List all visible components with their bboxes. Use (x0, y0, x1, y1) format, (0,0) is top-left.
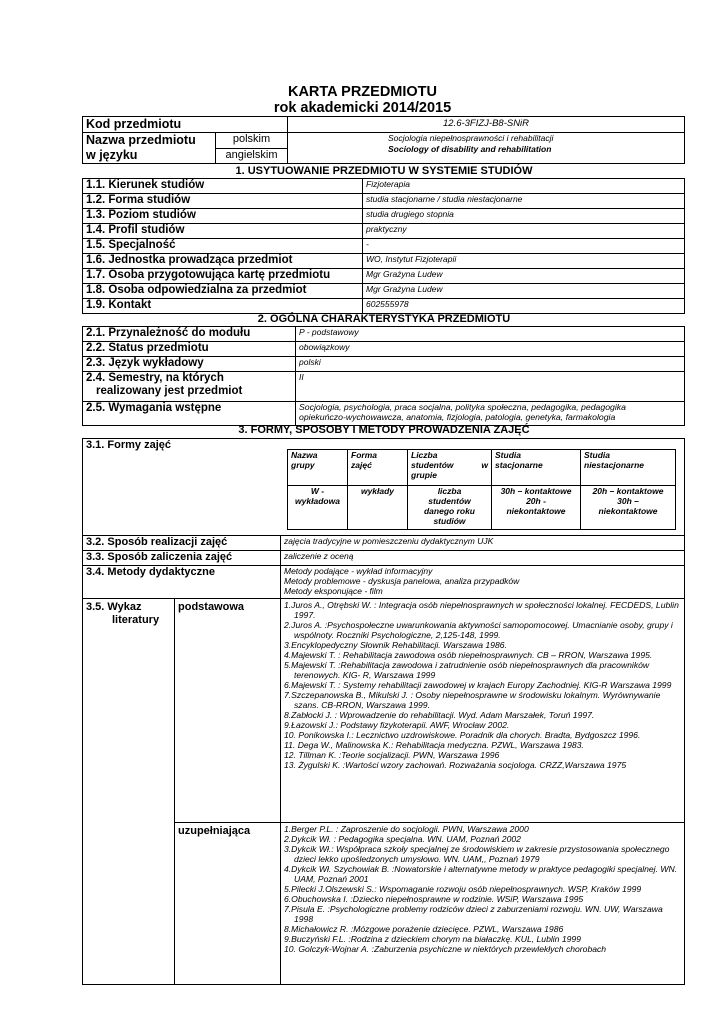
literature-item: 11. Dega W., Malinowska K.: Rehabilitacja medyczna. PZWL, Warszawa 1983. (284, 740, 584, 750)
section1-title: 1. USYTUOWANIE PRZEDMIOTU W SYSTEMIE STUDIÓW (235, 165, 533, 177)
col-count-4: grupie (411, 470, 437, 480)
section1-row-value: studia stacjonarne / studia niestacjonarne (363, 194, 685, 209)
cell-parttime-2: 30h – (617, 496, 639, 506)
col-count-1: Liczba (411, 450, 438, 460)
name-pl: Socjologia niepełnosprawności i rehabilitacji (388, 133, 554, 143)
assessment-value: zaliczenie z oceną (281, 551, 685, 566)
methods-line1: Metody podające - wykład informacyjny (284, 566, 433, 576)
section1-row-value: WO, Instytut Fizjoterapii (363, 254, 685, 269)
literature-item: 10. Ponikowska I.: Lecznictwo uzdrowiskowe. Poradnik dla chorych. Bradta, Bydgoszcz 1996. (284, 730, 641, 740)
literature-item: 1.Juros A., Otrębski W. : Integracja osób niepełnosprawnych w społeczności lokalnej. FECDEDS, Lublin 1997. (284, 600, 679, 620)
col-group-name-1: Nazwa (291, 450, 318, 460)
name-en: Sociology of disability and rehabilitation (388, 144, 552, 154)
section1-row-label: 1.1. Kierunek studiów (83, 179, 363, 194)
col-fulltime (492, 450, 581, 486)
methods-line2: Metody problemowe - dyskusja panelowa, analiza przypadków (284, 576, 520, 586)
section1-row-label: 1.2. Forma studiów (83, 194, 363, 209)
section1-row-label: 1.9. Kontakt (83, 299, 363, 314)
supplementary-label: uzupełniająca (175, 823, 281, 985)
cell-count-3: danego roku (423, 506, 475, 516)
name-label (83, 133, 216, 164)
cell-fulltime (492, 486, 581, 530)
code-value: 12.6-3FIZJ-B8-SNiR (288, 117, 685, 133)
section1-table (82, 178, 685, 314)
name-label-line2: w języku (86, 148, 138, 162)
section2-title: 2. OGÓLNA CHARAKTERYSTYKA PRZEDMIOTU (257, 313, 511, 325)
name-label-line1: Nazwa przedmiotu (86, 133, 196, 147)
cell-parttime (581, 486, 676, 530)
semesters-label-line2: realizowany jest przedmiot (96, 385, 243, 397)
module-label: 2.1. Przynależność do modułu (83, 327, 296, 342)
literature-item: 7.Szczepanowska B., Mikulski J. : Osoby niepełnosprawne w środowisku lokalnym. Wyrównywanie szans. CB-RRON, Warszawa 1999. (284, 690, 661, 710)
col-parttime-1: Studia (584, 450, 610, 460)
forms-cell (83, 439, 685, 536)
literature-label (83, 599, 175, 985)
col-form-2: zajęć (351, 460, 372, 470)
literature-item: 4.Majewski T. : Rehabilitacja zawodowa osób niepełnosprawnych. CB – RRON, Warszawa 1995. (284, 650, 653, 660)
semesters-value: II (296, 372, 685, 402)
requirements-value (296, 402, 685, 426)
section1-row-value: studia drugiego stopnia (363, 209, 685, 224)
literature-item: 2.Juros A. :Psychospołeczne uwarunkowania aktywności samopomocowej. Umacnianie osoby, grupy i wspólnoty. Roczniki Psychologiczne, 2,125-148, 1999. (284, 620, 673, 640)
supplementary-literature-list (281, 823, 685, 985)
section1-row (83, 194, 685, 209)
lang-pl: polskim (216, 133, 288, 149)
cell-group-name-2: wykładowa (295, 496, 340, 506)
cell-parttime-1: 20h – kontaktowe (592, 486, 664, 496)
language-label: 2.3. Język wykładowy (83, 357, 296, 372)
section1-row-value: 602555978 (363, 299, 685, 314)
methods-value (281, 566, 685, 599)
literature-item: 5.Majewski T. :Rehabilitacja zawodowa i zatrudnienie osób niepełnosprawnych dla pracowników terenowych. KIG- R, Warszawa 1999 (284, 660, 650, 680)
section1-row (83, 299, 685, 314)
assessment-label: 3.3. Sposób zaliczenia zajęć (83, 551, 281, 566)
section1-row (83, 209, 685, 224)
methods-label: 3.4. Metody dydaktyczne (83, 566, 281, 599)
requirements-line1: Socjologia, psychologia, praca socjalna, polityka społeczna, pedagogika, pedagogika (299, 402, 626, 412)
cell-fulltime-2: 20h - (526, 496, 546, 506)
forms-label: 3.1. Formy zajęć (86, 439, 171, 451)
section1-row (83, 179, 685, 194)
realization-label: 3.2. Sposób realizacji zajęć (83, 536, 281, 551)
semesters-label (83, 372, 296, 402)
literature-item: 3.Dykcik Wł.: Współpraca szkoły specjalnej ze środowiskiem w zakresie przystosowania społecznego dzieci lekko upośledzonych umysłowo. WN. UAM,, Poznań 1979 (284, 844, 670, 864)
section1-row (83, 269, 685, 284)
section1-row-label: 1.7. Osoba przygotowująca kartę przedmiotu (83, 269, 363, 284)
methods-line3: Metody eksponujące - film (284, 586, 383, 596)
section1-row (83, 239, 685, 254)
semesters-label-line1: 2.4. Semestry, na których (86, 372, 224, 384)
literature-item: 1.Berger P.L. : Zaproszenie do socjologii. PWN, Warszawa 2000 (284, 824, 529, 834)
status-label: 2.2. Status przedmiotu (83, 342, 296, 357)
cell-count-4: studiów (433, 516, 466, 526)
literature-item: 8.Michałowicz R. :Mózgowe porażenie dziecięce. PZWL, Warszawa 1986 (284, 924, 564, 934)
literature-item: 9.Buczyński F.L. :Rodzina z dzieckiem chorym na białaczkę. KUL, Lublin 1999 (284, 934, 581, 944)
col-fulltime-2: stacjonarne (495, 460, 543, 470)
section1-row-value: Fizjoterapia (363, 179, 685, 194)
literature-item: 8.Zabłocki J. : Wprowadzenie do rehabilitacji. Wyd. Adam Marszałek, Toruń 1997. (284, 710, 595, 720)
literature-item: 9.Łazowski J.: Podstawy fizykoterapii. AWF, Wrocław 2002. (284, 720, 510, 730)
section3-table (82, 438, 685, 985)
cell-group-name (288, 486, 348, 530)
section3-title: 3. FORMY, SPOSOBY I METODY PROWADZENIA ZAJĘĆ (238, 424, 530, 436)
module-value: P - podstawowy (296, 327, 685, 342)
lang-en: angielskim (216, 148, 288, 164)
course-id-table (82, 116, 685, 164)
forms-inner-table (287, 449, 676, 530)
cell-count-2: studentów (428, 496, 471, 506)
literature-item: 12. Tillman K. :Teorie socjalizacji. PWN, Warszawa 1996 (284, 750, 500, 760)
literature-item: 7.Pisula E. :Psychologiczne problemy rodziców dzieci z zaburzeniami rozwoju. WN. UW, Warszawa 1998 (284, 904, 663, 924)
section1-row-label: 1.6. Jednostka prowadząca przedmiot (83, 254, 363, 269)
language-value: polski (296, 357, 685, 372)
section1-row-value: Mgr Grażyna Ludew (363, 284, 685, 299)
cell-fulltime-1: 30h – kontaktowe (500, 486, 572, 496)
literature-item: 6.Obuchowska I. :Dziecko niepełnosprawne w rodzinie. WSiP, Warszawa 1995 (284, 894, 584, 904)
col-count-3: w (481, 460, 488, 470)
realization-value: zajęcia tradycyjne w pomieszczeniu dydaktycznym UJK (281, 536, 685, 551)
cell-parttime-3: niekontaktowe (598, 506, 658, 516)
col-count (408, 450, 492, 486)
literature-item: 3.Encyklopedyczny Słownik Rehabilitacji. Warszawa 1986. (284, 640, 507, 650)
col-group-name (288, 450, 348, 486)
literature-item: 4.Dykcik Wł. Szychowiak B. :Nowatorskie i alternatywne metody w praktyce pedagogiki specjalnej. WN. UAM, Poznań 2001 (284, 864, 678, 884)
literature-item: 2.Dykcik Wł. : Pedagogika specjalna. WN. UAM, Poznań 2002 (284, 834, 521, 844)
section1-row (83, 284, 685, 299)
col-fulltime-1: Studia (495, 450, 521, 460)
code-label: Kod przedmiotu (83, 117, 288, 133)
cell-group-name-1: W - (310, 486, 325, 496)
col-form (348, 450, 408, 486)
literature-item: 6.Majewski T. : Systemy rehabilitacji zawodowej w krajach Europy Zachodniej. KIG-R Warszawa 1999 (284, 680, 672, 690)
section1-row-value: praktyczny (363, 224, 685, 239)
section1-row-value: Mgr Grażyna Ludew (363, 269, 685, 284)
cell-count-1: liczba (437, 486, 462, 496)
col-group-name-2: grupy (291, 460, 315, 470)
col-parttime-2: niestacjonarne (584, 460, 644, 470)
section1-row-label: 1.4. Profil studiów (83, 224, 363, 239)
section1-row-label: 1.5. Specjalność (83, 239, 363, 254)
section1-row (83, 224, 685, 239)
col-form-1: Forma (351, 450, 377, 460)
status-value: obowiązkowy (296, 342, 685, 357)
section2-table (82, 326, 685, 426)
requirements-label: 2.5. Wymagania wstępne (83, 402, 296, 426)
section1-row (83, 254, 685, 269)
academic-year: rok akademicki 2014/2015 (273, 100, 452, 116)
basic-literature-list (281, 599, 685, 823)
basic-label: podstawowa (175, 599, 281, 823)
literature-item: 5.Pilecki J.Olszewski S.: Wspomaganie rozwoju osób niepełnosprawnych. WSP, Kraków 1999 (284, 884, 642, 894)
course-names (288, 133, 685, 164)
requirements-line2: opiekuńczo-wychowawcza, anatomia, fizjologia, patologia, genetyka, farmakologia (299, 412, 616, 422)
section1-row-value: - (363, 239, 685, 254)
section1-row-label: 1.8. Osoba odpowiedzialna za przedmiot (83, 284, 363, 299)
cell-form: wykłady (348, 486, 408, 530)
section1-row-label: 1.3. Poziom studiów (83, 209, 363, 224)
literature-label-1: 3.5. Wykaz (86, 601, 142, 613)
col-count-2: studentów (411, 460, 454, 470)
literature-item: 13. Żygulski K. :Wartości wzory zachowań. Rozważania socjologa. CRZZ,Warszawa 1975 (284, 760, 627, 770)
document-title: KARTA PRZEDMIOTU (287, 84, 437, 100)
col-parttime (581, 450, 676, 486)
literature-item: 10. Golczyk-Wojnar A. :Zaburzenia psychiczne w niektórych przewlekłych chorobach (284, 944, 607, 954)
cell-fulltime-3: niekontaktowe (506, 506, 566, 516)
literature-label-2: literatury (112, 614, 160, 626)
cell-count (408, 486, 492, 530)
